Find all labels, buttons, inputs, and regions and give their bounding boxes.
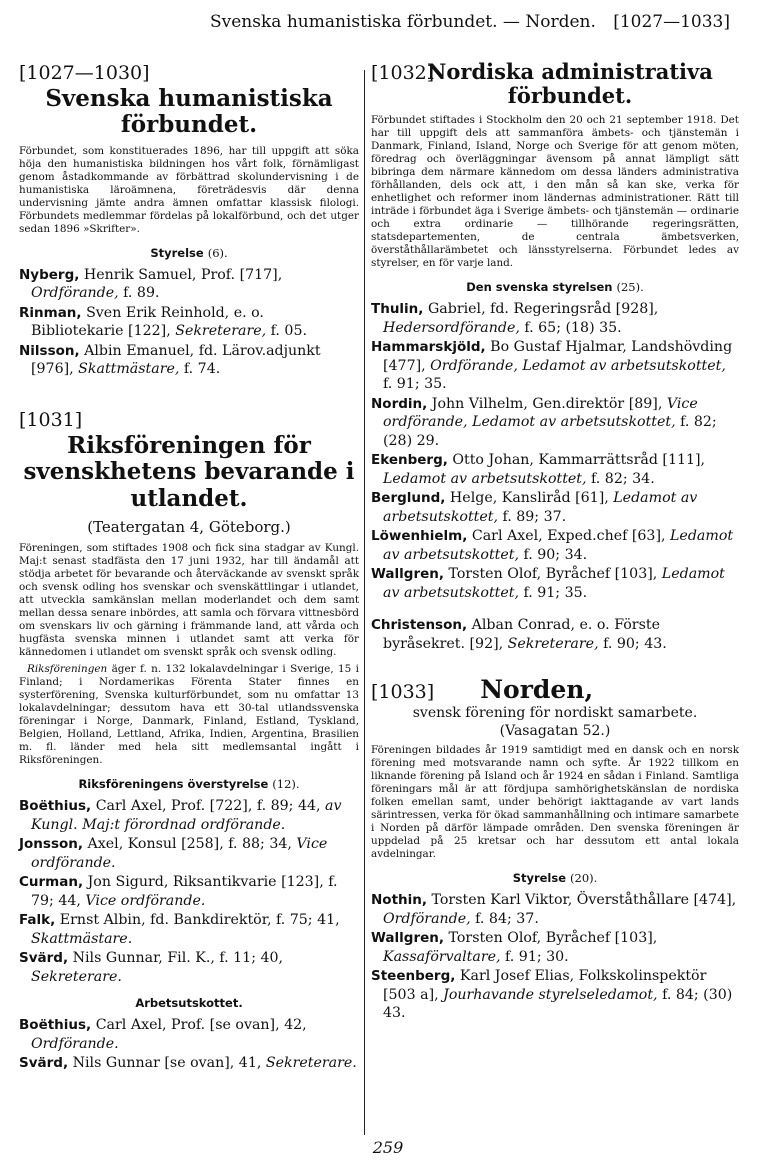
- member-details: Torsten Olof, Byråchef [103],: [444, 930, 658, 947]
- member-role: Ordförande,: [31, 285, 119, 302]
- member-name: Nothin,: [371, 892, 428, 909]
- member-entry: [371, 967, 739, 1023]
- member-role: Ledamot av arbetsutskottet,: [383, 566, 725, 601]
- member-details: Nils Gunnar [se ovan], 41,: [68, 1055, 266, 1072]
- member-name: Curman,: [19, 874, 84, 891]
- section-description-2: Riksföreningen äger f. n. 132 lokalavdelningar i Sverige, 15 i Finland; i Nordamerikas Förenta Stater finnes en systerförening, Svenska kulturförbundet, som nu omfattar 13 lokalavdelningar; dessutom hava ett 30-tal utlandssvenska föreningar i Norge, Danmark, Finland, Estland, Tyskland, Belgien, Holland, Lettland, Afrika, Indien, Argentina, Brasilien m. fl. länder med hela sitt medlemsantal ingått i Riksföreningen.: [19, 663, 359, 767]
- member-name: Christenson,: [371, 617, 468, 634]
- member-name: Berglund,: [371, 490, 446, 507]
- member-role: Sekreterare.: [265, 1055, 357, 1072]
- section-description: Föreningen, som stiftades 1908 och fick sina stadgar av Kungl. Maj:t senast stadfästa den 17 juni 1932, har till ändamål att stödja arbetet för bevarande och återväckande av svenskt språk och svensk odling hos svenskar och svenskättlingar i utlandet, att utveckla samkänslan mellan moderlandet och dem samt mellan dessa senare inbördes, att samla och förvara vittnesbörd om svenskars liv och gärning i främmande land, att vårda och hugfästa svenska minnen i utlandet samt att verka för kännedomen i utlandet om svenskt språk och svensk odling.: [19, 542, 359, 659]
- member-name: Jonsson,: [19, 836, 83, 853]
- member-years: f. 84; (30) 43.: [383, 986, 733, 1022]
- board-heading: Styrelse (6).: [150, 245, 228, 260]
- member-role: Vice ordförande.: [31, 836, 328, 871]
- member-role: Sekreterare,: [507, 635, 599, 652]
- section-description: Förbundet, som konstituerades 1896, har till uppgift att söka höja den humanistiska bildningen hos vårt folk, förnämligast genom åstadkommande av förbättrad skolundervisning i de humanistiska läroämnena, företrädesvis där denna undervisning jämte andra ämnen omfattar klassisk filologi. Förbundets medlemmar fördelas på lokalförbund, och det utger sedan 1896 »Skrifter».: [19, 144, 359, 235]
- board-heading: Styrelse (20).: [512, 871, 598, 886]
- section-title: Nordiska administrativa förbundet.: [427, 59, 713, 109]
- member-details: Carl Axel, Prof. [722], f. 89; 44,: [91, 798, 326, 815]
- member-list: [19, 266, 359, 379]
- section-description: Förbundet stiftades i Stockholm den 20 och 21 september 1918. Det har till uppgift dels att sammanföra ämbets- och tjänstemän i Danmark, Finland, Island, Norge och Sverige för att genom möten, föredrag och överläggningar ävensom på annat lämpligt sätt bibringa dem närmare kännedom om dessa länders administrativa förhållanden, dels ock att, i den mån så kan ske, verka för enhetlighet och reformer inom ländernas administrationer. Rätt till inträde i förbundet äga i Sverige ämbets- och tjänstemän — ordinarie och extra ordinarie — tillhörande regeringsrätten, statsdepartementen, de centrala ämbetsverken, överståthållarämbetet och länsstyrelserna. Förbundet ledes av styrelser, en för varje land.: [371, 114, 739, 270]
- member-details: Carl Axel, Exped.chef [63],: [467, 528, 671, 545]
- member-name: Svärd,: [19, 1055, 69, 1072]
- section-number: [1031]: [19, 408, 83, 431]
- member-name: Rinman,: [19, 304, 82, 321]
- board-heading: Riksföreningens överstyrelse (12).: [78, 777, 300, 792]
- member-entry: [371, 300, 739, 337]
- member-years: f. 74.: [179, 361, 221, 378]
- member-years: f. 65; (18) 35.: [519, 319, 622, 336]
- member-name: Hammarskjöld,: [371, 339, 486, 356]
- member-role: Ledamot av arbetsutskottet,: [383, 470, 587, 487]
- member-years: f. 82; 34.: [586, 470, 655, 487]
- member-details: Torsten Karl Viktor, Överståthållare [474],: [427, 892, 737, 909]
- member-list: [371, 300, 739, 602]
- member-list: [19, 797, 359, 986]
- left-column: [19, 62, 359, 1074]
- member-details: Henrik Samuel, Prof. [717],: [79, 266, 283, 283]
- running-header: [210, 12, 730, 32]
- committee-heading: Arbetsutskottet.: [135, 996, 243, 1011]
- member-entry: [371, 338, 739, 394]
- member-entry: [19, 873, 359, 910]
- member-entry: [19, 911, 359, 948]
- member-role: Ordförande, Ledamot av arbetsutskottet,: [430, 357, 726, 374]
- member-years: f. 05.: [266, 323, 307, 340]
- member-name: Falk,: [19, 912, 56, 929]
- member-role: Sekreterare.: [31, 968, 122, 985]
- member-entry: [19, 266, 359, 303]
- running-header-title: Svenska humanistiska förbundet. — Norden.: [210, 12, 596, 32]
- board-heading: Den svenska styrelsen (25).: [466, 280, 644, 295]
- member-entry: [19, 835, 359, 872]
- section-subtitle: svensk förening för nordiskt samarbete.: [412, 705, 698, 722]
- section-description: Föreningen bildades år 1919 samtidigt med en dansk och en norsk förening med motsvarande namn och syfte. År 1922 tillkom en liknande förening på Island och år 1924 en sådan i Finland. Samtliga föreningars mål är att fördjupa samhörighetskänslan de nordiska folken emellan samt, under behörigt iakttagande av vart lands särintressen, verka för ökad sammanhållning och intimare samarbete i Norden på därför lämpade områden. Den svenska föreningen är uppdelad på 25 kretsar och har dessutom ett antal lokala avdelningar.: [371, 744, 739, 861]
- member-details: Bo Gustaf Hjalmar, Landshövding [477],: [383, 339, 733, 374]
- member-name: Nilsson,: [19, 342, 80, 359]
- section-number: [1033]: [371, 681, 435, 704]
- member-name: Steenberg,: [371, 968, 456, 985]
- member-details: Sven Erik Reinhold, e. o. Bibliotekarie [122],: [31, 304, 264, 340]
- member-details: Karl Josef Elias, Folkskolinspektör [503 a],: [383, 968, 707, 1003]
- member-role: Ledamot av arbetsutskottet,: [383, 490, 698, 525]
- member-role: Vice ordförande.: [85, 892, 206, 909]
- member-years: f. 91; 35.: [518, 584, 588, 601]
- member-entry: [371, 489, 739, 526]
- member-details: Jon Sigurd, Riksantikvarie [123], f. 79; 44,: [31, 874, 338, 909]
- page-number: 259: [372, 1138, 404, 1157]
- member-role: Ledamot av arbetsutskottet,: [383, 528, 734, 563]
- member-entry: [371, 565, 739, 602]
- member-entry: [19, 1054, 359, 1073]
- member-entry: [19, 797, 359, 834]
- member-entry: [371, 929, 739, 966]
- section-number: [1027—1030]: [19, 62, 150, 84]
- member-name: Nordin,: [371, 395, 428, 412]
- member-name: Ekenberg,: [371, 452, 448, 469]
- member-years: f. 89.: [118, 285, 160, 302]
- member-details: Torsten Olof, Byråchef [103],: [444, 566, 662, 583]
- member-entry: [19, 304, 359, 341]
- member-years: f. 84; 37.: [470, 910, 539, 927]
- running-header-range: [1027—1033]: [613, 12, 730, 32]
- member-name: Wallgren,: [371, 566, 444, 583]
- committee-list: [19, 1016, 359, 1073]
- member-details: Albin Emanuel, fd. Lärov.adjunkt [976],: [31, 342, 321, 378]
- member-years: f. 90; 43.: [598, 635, 667, 652]
- member-name: Thulin,: [371, 301, 424, 318]
- member-details: Otto Johan, Kammarrättsråd [111],: [447, 452, 706, 469]
- section-header: [371, 675, 739, 704]
- member-role: av Kungl. Maj:t förordnad ordförande.: [31, 798, 342, 833]
- member-name: Boëthius,: [19, 798, 92, 815]
- section-title: Riksföreningen för svenskhetens bevarande i utlandet.: [23, 431, 355, 512]
- member-entry: [19, 342, 359, 379]
- member-name: Wallgren,: [371, 930, 444, 947]
- member-entry: [371, 891, 739, 928]
- member-details: Helge, Kansliråd [61],: [445, 490, 614, 507]
- member-role: Skattmästare.: [31, 930, 133, 947]
- member-years: f. 91; 30.: [500, 948, 569, 965]
- right-column: [371, 59, 739, 1024]
- member-role: Ordförande.: [31, 1035, 119, 1052]
- member-details: John Vilhelm, Gen.direktör [89],: [427, 395, 667, 412]
- member-entry: [371, 527, 739, 564]
- column-divider: [364, 70, 365, 1135]
- member-details: Alban Conrad, e. o. Förste byråsekret. [92],: [383, 617, 660, 652]
- member-role: Kassaförvaltare,: [383, 948, 501, 965]
- member-years: f. 82; (28) 29.: [383, 414, 717, 449]
- member-details: Gabriel, fd. Regeringsråd [928],: [423, 301, 659, 318]
- member-entry: [371, 395, 739, 451]
- member-list: [371, 891, 739, 1023]
- member-role: Hedersordförande,: [383, 319, 520, 336]
- section-title: Norden,: [480, 675, 594, 705]
- address: (Teatergatan 4, Göteborg.): [87, 518, 291, 537]
- address: (Vasagatan 52.): [499, 723, 611, 740]
- member-entry: [371, 616, 739, 653]
- member-role: Sekreterare,: [175, 323, 267, 340]
- member-entry: [19, 949, 359, 986]
- member-entry: [371, 451, 739, 488]
- member-role: Ordförande,: [383, 910, 471, 927]
- member-years: f. 90; 34.: [518, 546, 588, 563]
- member-name: Svärd,: [19, 950, 69, 967]
- section-number: [1032]: [371, 62, 435, 84]
- member-name: Nyberg,: [19, 266, 80, 283]
- member-name: Löwenhielm,: [371, 528, 468, 545]
- member-details: Nils Gunnar, Fil. K., f. 11; 40,: [68, 950, 284, 967]
- section-title: Svenska humanistiska förbundet.: [45, 85, 333, 139]
- member-years: f. 91; 35.: [383, 376, 447, 393]
- secretary-entry: [371, 616, 739, 653]
- member-role: Skattmästare,: [78, 361, 180, 378]
- member-details: Ernst Albin, fd. Bankdirektör, f. 75; 41,: [55, 912, 340, 929]
- member-years: f. 89; 37.: [497, 508, 567, 525]
- member-entry: [19, 1016, 359, 1053]
- member-details: Axel, Konsul [258], f. 88; 34,: [83, 836, 297, 853]
- member-details: Carl Axel, Prof. [se ovan], 42,: [91, 1017, 307, 1034]
- member-name: Boëthius,: [19, 1017, 92, 1034]
- member-role: Vice ordförande, Ledamot av arbetsutskottet,: [383, 395, 698, 431]
- member-role: Jourhavande styrelseledamot,: [443, 986, 658, 1003]
